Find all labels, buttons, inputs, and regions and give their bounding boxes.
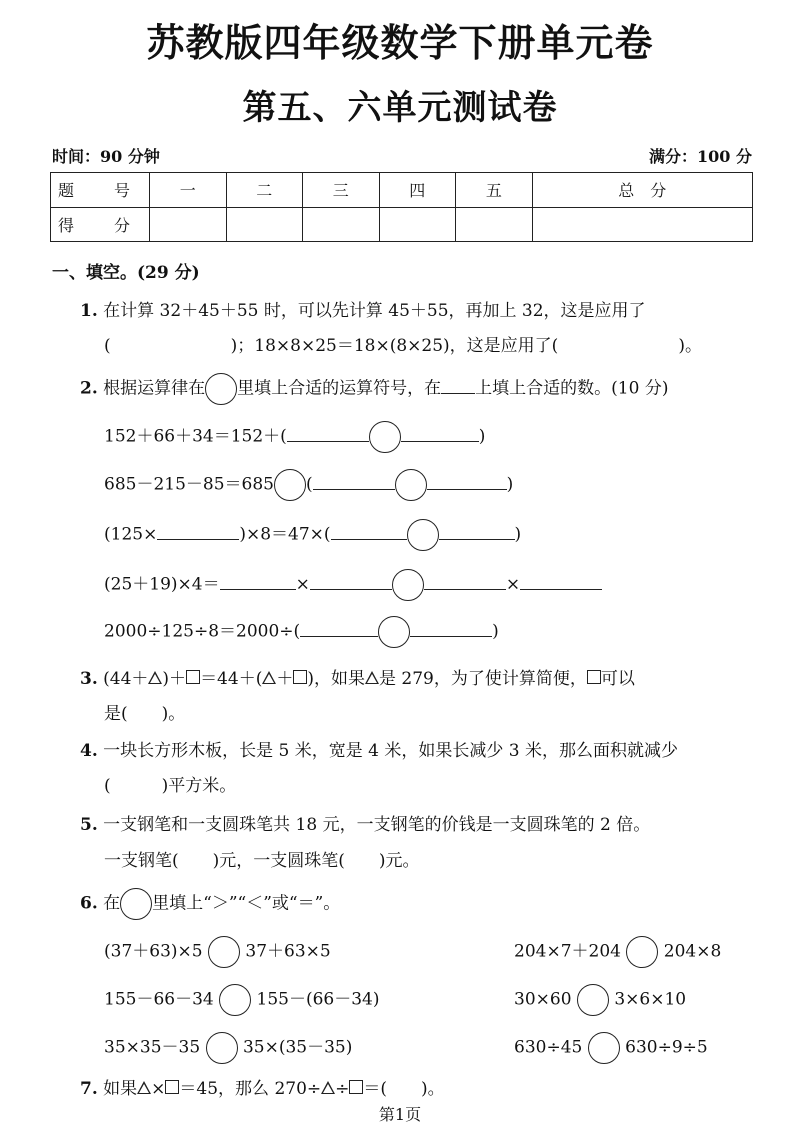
question-4-line-2: ( )平方米。 <box>104 776 237 796</box>
full-score: 满分：100 分 <box>649 147 752 166</box>
answer-blank[interactable] <box>313 471 395 490</box>
expression-2 <box>104 469 513 501</box>
question-number: 6. <box>80 893 98 914</box>
question-5-line-1 <box>80 810 650 835</box>
expression-text: 37＋63×5 <box>245 941 331 962</box>
expression-text: 685－215－85＝685 <box>104 474 274 495</box>
square-icon <box>349 1080 363 1094</box>
expression-text: )×8＝47×( <box>239 524 331 545</box>
expression-text: 204×7＋204 <box>514 941 621 962</box>
triangle-icon <box>321 1081 335 1094</box>
expression-text: ) <box>478 426 486 447</box>
question-text: ＝45，那么 270÷ <box>179 1079 322 1099</box>
score-entry-cell[interactable] <box>303 207 380 242</box>
question-text: 如果 <box>103 1079 138 1099</box>
answer-blank[interactable] <box>220 571 296 590</box>
comparison-right-1 <box>514 936 721 968</box>
answer-blank[interactable] <box>439 521 515 540</box>
question-text: )，如果 <box>307 669 365 689</box>
question-4-line-1 <box>80 736 678 761</box>
comparison-right-2 <box>514 984 686 1016</box>
operator-circle[interactable] <box>395 469 427 501</box>
comparison-right-3 <box>514 1032 708 1064</box>
blank-line-icon <box>441 375 475 394</box>
question-text: 在计算 32＋45＋55 时，可以先计算 45＋55，再加上 32，这是应用了 <box>103 301 646 321</box>
triangle-icon <box>365 671 379 684</box>
question-text: )；18×8×25＝18×(8×25)，这是应用了( <box>230 336 559 356</box>
expression-1 <box>104 421 485 453</box>
question-text: 是 279，为了使计算简便， <box>378 669 587 689</box>
question-1-line-2 <box>104 331 702 356</box>
score-entry-cell[interactable] <box>456 207 533 242</box>
answer-blank[interactable] <box>427 471 507 490</box>
question-number: 4. <box>80 741 98 761</box>
question-number: 7. <box>80 1079 98 1099</box>
table-cell: 五 <box>456 173 533 208</box>
expression-text: ) <box>492 621 499 642</box>
question-text: ＝44＋( <box>200 669 263 689</box>
score-entry-cell[interactable] <box>150 207 227 242</box>
question-3-line-1 <box>80 664 635 689</box>
expression-text: 630÷45 <box>514 1037 583 1058</box>
expression-text: 30×60 <box>514 989 572 1010</box>
compare-circle[interactable] <box>219 984 251 1016</box>
square-icon <box>293 670 307 684</box>
question-3-line-2: 是( )。 <box>104 704 186 724</box>
expression-text: (125× <box>104 524 158 545</box>
circle-icon <box>120 888 152 920</box>
expression-text: 35×35－35 <box>104 1037 201 1058</box>
answer-blank[interactable] <box>300 618 378 637</box>
question-6-intro <box>80 888 340 920</box>
score-entry-cell[interactable] <box>379 207 456 242</box>
question-2-intro <box>80 373 668 405</box>
question-text: 上填上合适的数。(10 分) <box>475 378 669 399</box>
table-cell: 二 <box>226 173 303 208</box>
triangle-icon <box>262 671 276 684</box>
expression-text: 35×(35－35) <box>242 1037 353 1058</box>
operator-circle[interactable] <box>407 519 439 551</box>
question-number: 2. <box>80 378 98 399</box>
comparison-left-3 <box>104 1032 352 1064</box>
question-text: )＋ <box>162 669 187 689</box>
answer-blank[interactable] <box>410 618 492 637</box>
answer-blank[interactable] <box>287 423 369 442</box>
table-cell: 三 <box>303 173 380 208</box>
expression-text: ( <box>305 474 313 495</box>
answer-blank[interactable] <box>520 571 602 590</box>
question-text: (44＋ <box>103 669 149 689</box>
expression-text: ) <box>514 524 522 545</box>
operator-circle[interactable] <box>274 469 306 501</box>
table-cell: 得 分 <box>51 207 150 242</box>
answer-blank[interactable] <box>424 571 506 590</box>
expression-text: 630÷9÷5 <box>625 1037 708 1058</box>
square-icon <box>165 1080 179 1094</box>
triangle-icon <box>148 671 162 684</box>
expression-3 <box>104 519 521 551</box>
page-title: 苏教版四年级数学下册单元卷 <box>146 20 654 65</box>
question-number: 3. <box>80 669 98 689</box>
expression-4 <box>104 569 602 601</box>
expression-text: × <box>295 574 310 595</box>
expression-5 <box>104 616 499 648</box>
table-cell: 四 <box>379 173 456 208</box>
expression-text: 2000÷125÷8＝2000÷( <box>104 621 301 642</box>
square-icon <box>587 670 601 684</box>
answer-blank[interactable] <box>401 423 479 442</box>
time-limit: 时间：90 分钟 <box>52 147 160 166</box>
expression-text: 204×8 <box>663 941 722 962</box>
question-text: ＋ <box>276 669 294 689</box>
question-text: 根据运算律在 <box>103 378 206 399</box>
question-text: 里填上“＞”“＜”或“＝”。 <box>152 893 341 914</box>
answer-blank[interactable] <box>331 521 407 540</box>
compare-circle[interactable] <box>588 1032 620 1064</box>
expression-text: 152＋66＋34＝152＋( <box>104 426 287 447</box>
comparison-left-2 <box>104 984 380 1016</box>
compare-circle[interactable] <box>208 936 240 968</box>
expression-text: 155－66－34 <box>104 989 214 1010</box>
answer-blank[interactable] <box>157 521 239 540</box>
question-5-line-2: 一支钢笔( )元，一支圆珠笔( )元。 <box>104 851 420 871</box>
answer-blank[interactable] <box>310 571 392 590</box>
comparison-left-1 <box>104 936 331 968</box>
question-text: 可以 <box>600 669 635 689</box>
question-text: × <box>151 1079 166 1099</box>
score-entry-cell[interactable] <box>226 207 303 242</box>
question-text: ＝( )。 <box>363 1079 445 1099</box>
triangle-icon <box>137 1081 151 1094</box>
question-number: 5. <box>80 815 98 835</box>
question-text: )。 <box>678 336 702 356</box>
expression-text: (25＋19)×4＝ <box>104 574 220 595</box>
question-text: 一支钢笔和一支圆珠笔共 18 元，一支钢笔的价钱是一支圆珠笔的 2 倍。 <box>103 815 651 835</box>
compare-circle[interactable] <box>206 1032 238 1064</box>
page-subtitle: 第五、六单元测试卷 <box>242 88 558 128</box>
table-cell: 一 <box>150 173 227 208</box>
question-text: 一块长方形木板，长是 5 米，宽是 4 米，如果长减少 3 米，那么面积就减少 <box>103 741 679 761</box>
expression-text: ) <box>506 474 514 495</box>
square-icon <box>186 670 200 684</box>
table-cell: 题 号 <box>51 173 150 208</box>
section-heading: 一、填空。(29 分) <box>52 263 200 283</box>
expression-text: 155－(66－34) <box>256 989 380 1010</box>
compare-circle[interactable] <box>626 936 658 968</box>
score-entry-cell[interactable] <box>532 207 752 242</box>
page-number: 第1页 <box>378 1105 422 1124</box>
table-cell: 总 分 <box>532 173 752 208</box>
question-1-line-1 <box>80 296 646 321</box>
score-table-score-row <box>51 207 753 242</box>
question-text: 在 <box>103 893 121 914</box>
operator-circle[interactable] <box>392 569 424 601</box>
circle-icon <box>205 373 237 405</box>
compare-circle[interactable] <box>577 984 609 1016</box>
expression-text: × <box>505 574 521 595</box>
question-7 <box>80 1074 445 1099</box>
score-table-header-row <box>51 173 753 208</box>
question-number: 1. <box>80 301 98 321</box>
score-table <box>50 172 753 242</box>
expression-text: (37＋63)×5 <box>104 941 203 962</box>
question-text: 里填上合适的运算符号，在 <box>237 378 442 399</box>
operator-circle[interactable] <box>378 616 410 648</box>
question-text: ÷ <box>335 1079 350 1099</box>
operator-circle[interactable] <box>369 421 401 453</box>
bracket-open: ( <box>104 336 111 356</box>
expression-text: 3×6×10 <box>614 989 687 1010</box>
